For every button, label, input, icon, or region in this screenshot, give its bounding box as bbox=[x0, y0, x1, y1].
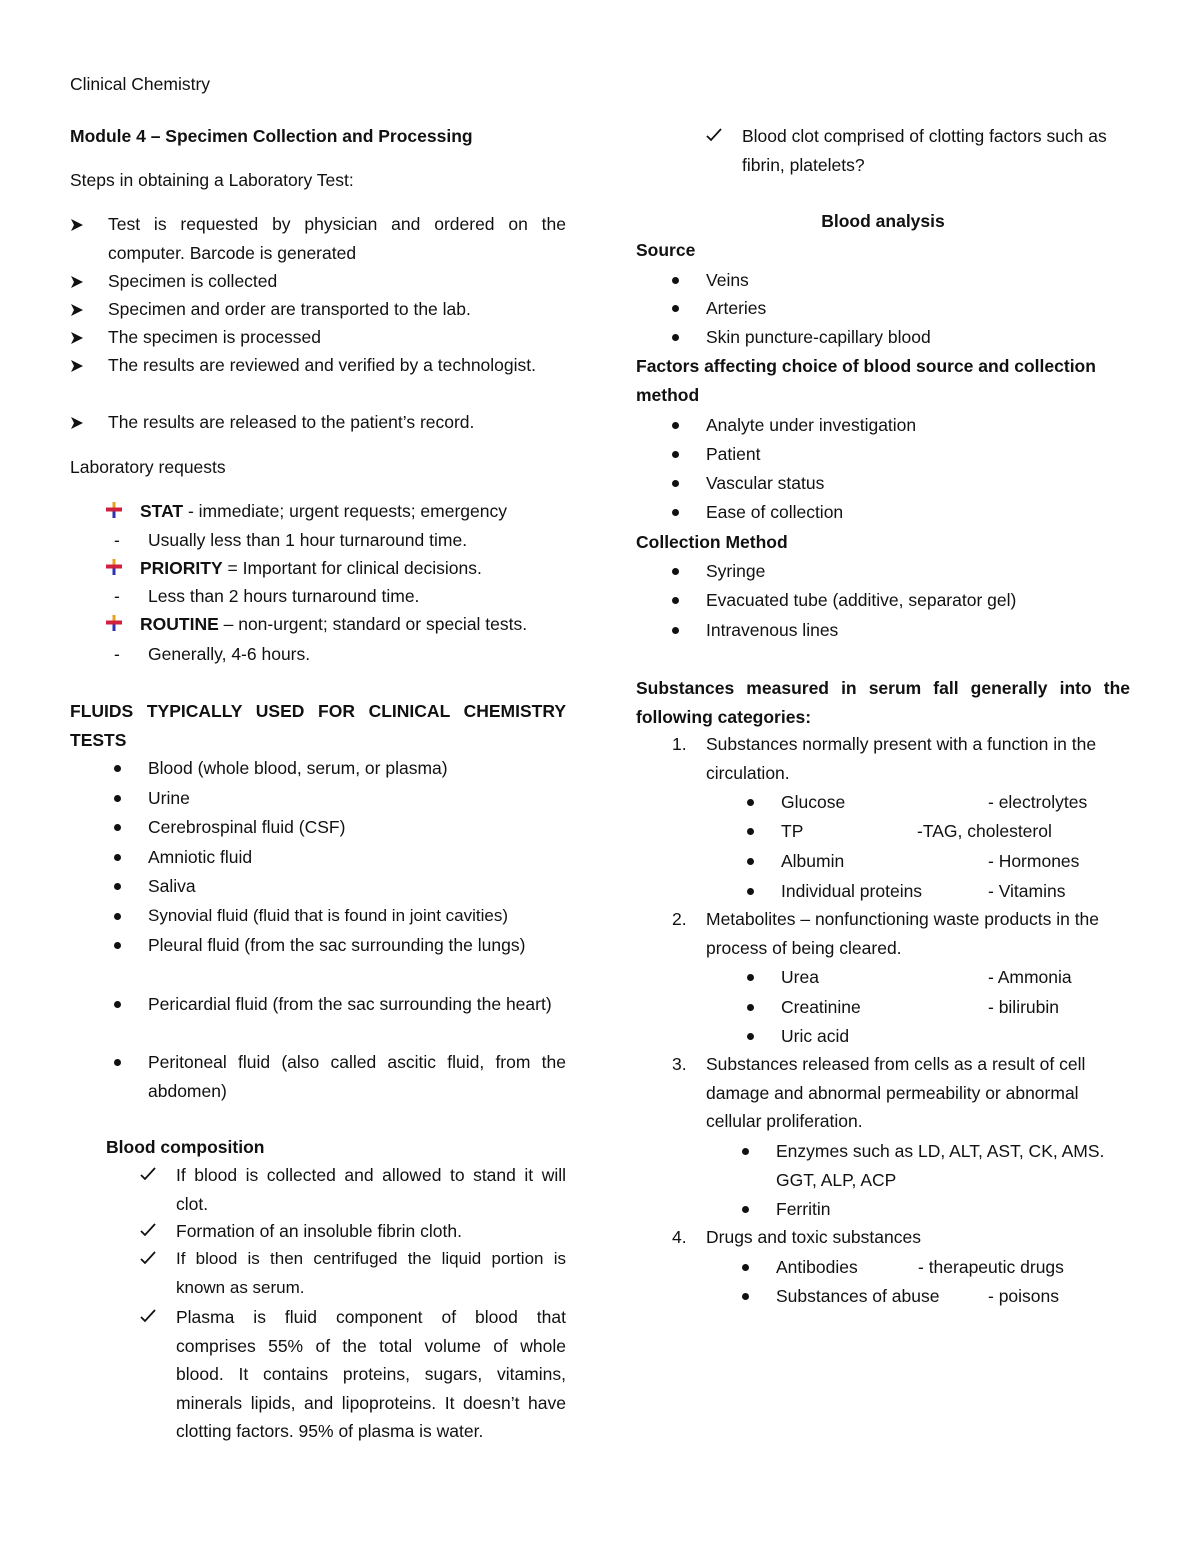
bullet-icon bbox=[747, 974, 754, 981]
bullet-icon bbox=[742, 1206, 749, 1213]
bullet-icon bbox=[747, 828, 754, 835]
checkmark-icon bbox=[140, 1222, 156, 1238]
bullet-icon bbox=[114, 854, 121, 861]
bullet-icon bbox=[672, 277, 679, 284]
request-note: - Generally, 4-6 hours. bbox=[148, 640, 566, 669]
lab-requests-heading: Laboratory requests bbox=[70, 457, 226, 477]
list-item: Evacuated tube (additive, separator gel) bbox=[706, 586, 1130, 615]
list-item: Synovial fluid (fluid that is found in joint cavities) bbox=[148, 902, 566, 931]
list-item: Specimen is collected bbox=[108, 267, 566, 296]
list-item: Amniotic fluid bbox=[148, 843, 566, 872]
bullet-icon bbox=[672, 451, 679, 458]
request-note: - Usually less than 1 hour turnaround time. bbox=[148, 526, 566, 555]
module-title: Module 4 – Specimen Collection and Processing bbox=[70, 126, 473, 146]
four-point-star-icon bbox=[106, 615, 122, 631]
bullet-icon bbox=[747, 1033, 754, 1040]
bullet-icon bbox=[672, 627, 679, 634]
list-item: The specimen is processed bbox=[108, 323, 566, 352]
list-item: Cerebrospinal fluid (CSF) bbox=[148, 813, 566, 842]
arrow-bullet-icon bbox=[70, 275, 84, 289]
bullet-icon bbox=[742, 1264, 749, 1271]
list-item: Test is requested by physician and ordered on the computer. Barcode is generated bbox=[108, 210, 566, 267]
document-page: Clinical Chemistry Module 4 – Specimen Collection and Processing Steps in obtaining a Laboratory Test: Test is requested by physician and ordered on the computer. Barcode is generated Specimen is collected Specimen and order are transported to the lab. The specimen is processed The results are reviewed and verified by a technologist. The results are released to the patient’s record. Laboratory requests STAT - immediate; urgent requests; emergency - Usually less than 1 hour turnaround time. PRIORITY = Important for clinical decisions. - Less than 2 hours turnaround time. ROUTINE – non-urgent; standard or special tests. - Generally, 4-6 hours. FLUIDS TYPICALLY USED FOR CLINICAL CHEMISTRY TESTS Blood (whole blood, serum, or plasma) Urine Cerebrospinal fluid (CSF) Amniotic fluid Saliva Synovial fluid (fluid that is found in joint cavities) Pleural fluid (from the sac surrounding the lungs) Pericardial fluid (from the sac surrounding the heart) Peritoneal fluid (also called ascitic fluid, from the abdomen) Blood composition If blood is collected and allowed to stand it will clot. Formation of an insoluble fibrin cloth. If blood is then centrifuged the liquid portion is known as serum. Plasma is fluid component of blood that comprises 55% of the total volume of whole blood. It contains proteins, sugars, vitamins, minerals lipids, and lipoproteins. It doesn’t have clotting factors. 95% of plasma is water. Blood clot comprised of clotting factors such as fibrin, platelets? Blood analysis Source Veins Arteries Skin puncture-capillary blood Factors affecting choice of blood source and collection method Analyte under investigation Patient Vascular status Ease of collection Collection Method Syringe Evacuated tube (additive, separator gel) Intravenous lines Substances measured in serum fall generally into the following categories: 1. Substances normally present with a function in the circulation. Glucose - electrolytes TP -TAG, cholesterol Albumin - Hormones Individual proteins - Vitamins 2. Metabolites – nonfunctioning waste products in the process of being cleared. Urea - Ammonia Creatinine - bilirubin Uric acid 3. Substances released from cells as a result of cell damage and abnormal permeability or abnormal cellular proliferation. Enzymes such as LD, ALT, AST, CK, AMS. GGT, ALP, ACP Ferritin 4. Drugs and toxic substances Antibodies - therapeutic drugs Substances of abuse - poisons bbox=[0, 0, 1200, 1553]
list-item: Plasma is fluid component of blood that comprises 55% of the total volume of whole blood. It contains proteins, sugars, vitamins, minerals lipids, and lipoproteins. It doesn’t have clotting factors. 95% of plasma is water. bbox=[176, 1303, 566, 1446]
four-point-star-icon bbox=[106, 559, 122, 575]
bullet-icon bbox=[672, 568, 679, 575]
list-item: Intravenous lines bbox=[706, 616, 1130, 645]
list-item: Enzymes such as LD, ALT, AST, CK, AMS. GGT, ALP, ACP bbox=[776, 1137, 1130, 1194]
arrow-bullet-icon bbox=[70, 303, 84, 317]
bullet-icon bbox=[114, 883, 121, 890]
arrow-bullet-icon bbox=[70, 218, 84, 232]
bullet-icon bbox=[114, 1001, 121, 1008]
bullet-icon bbox=[114, 1059, 121, 1066]
subject-header: Clinical Chemistry bbox=[70, 74, 211, 94]
bullet-icon bbox=[114, 942, 121, 949]
request-stat: STAT - immediate; urgent requests; emergency bbox=[140, 497, 566, 526]
bullet-icon bbox=[742, 1148, 749, 1155]
list-item: Formation of an insoluble fibrin cloth. bbox=[176, 1217, 566, 1246]
bullet-icon bbox=[672, 597, 679, 604]
list-item: Urine bbox=[148, 784, 566, 813]
bullet-icon bbox=[747, 858, 754, 865]
request-note: - Less than 2 hours turnaround time. bbox=[148, 582, 566, 611]
bullet-icon bbox=[672, 422, 679, 429]
source-heading: Source bbox=[636, 240, 696, 260]
four-point-star-icon bbox=[106, 502, 122, 518]
list-item: Blood clot comprised of clotting factors such as fibrin, platelets? bbox=[742, 122, 1130, 179]
checkmark-icon bbox=[140, 1308, 156, 1324]
bullet-icon bbox=[114, 765, 121, 772]
checkmark-icon bbox=[706, 127, 722, 143]
list-item: The results are released to the patient’s record. bbox=[108, 408, 566, 437]
numbered-item: 2. Metabolites – nonfunctioning waste products in the process of being cleared. bbox=[672, 909, 1100, 958]
fluids-heading: FLUIDS TYPICALLY USED FOR CLINICAL CHEMISTRY TESTS bbox=[70, 701, 566, 750]
list-item: Skin puncture-capillary blood bbox=[706, 323, 1130, 352]
dash-bullet-icon: - bbox=[114, 530, 120, 550]
checkmark-icon bbox=[140, 1166, 156, 1182]
numbered-item: 3. Substances released from cells as a result of cell damage and abnormal permeability or abnormal cellular proliferation. bbox=[672, 1054, 1086, 1132]
collection-method-heading: Collection Method bbox=[636, 532, 788, 552]
list-item: Veins bbox=[706, 266, 1130, 295]
bullet-icon bbox=[747, 1004, 754, 1011]
bullet-icon bbox=[114, 795, 121, 802]
bullet-icon bbox=[747, 888, 754, 895]
list-item: If blood is then centrifuged the liquid portion is known as serum. bbox=[176, 1245, 566, 1302]
numbered-item: 4. Drugs and toxic substances bbox=[672, 1227, 921, 1247]
bullet-icon bbox=[672, 509, 679, 516]
blood-analysis-heading: Blood analysis bbox=[821, 211, 945, 231]
list-item: Saliva bbox=[148, 872, 566, 901]
bullet-icon bbox=[114, 824, 121, 831]
list-item: Specimen and order are transported to the lab. bbox=[108, 295, 566, 324]
numbered-item: 1. Substances normally present with a function in the circulation. bbox=[672, 734, 1097, 783]
steps-heading: Steps in obtaining a Laboratory Test: bbox=[70, 170, 354, 190]
arrow-bullet-icon bbox=[70, 331, 84, 345]
composition-heading: Blood composition bbox=[106, 1137, 265, 1157]
arrow-bullet-icon bbox=[70, 359, 84, 373]
list-item: Pericardial fluid (from the sac surrounding the heart) bbox=[148, 990, 566, 1019]
list-item: Syringe bbox=[706, 557, 1130, 586]
list-item: Arteries bbox=[706, 294, 1130, 323]
bullet-icon bbox=[672, 480, 679, 487]
list-item: Pleural fluid (from the sac surrounding the lungs) bbox=[148, 931, 566, 960]
substances-heading: Substances measured in serum fall generally into the following categories: bbox=[636, 678, 1130, 727]
bullet-icon bbox=[672, 334, 679, 341]
bullet-icon bbox=[747, 799, 754, 806]
list-item: Ease of collection bbox=[706, 498, 1130, 527]
list-item: Analyte under investigation bbox=[706, 411, 1130, 440]
list-item: Ferritin bbox=[776, 1195, 1130, 1224]
list-item: The results are reviewed and verified by a technologist. bbox=[108, 351, 566, 380]
list-item: Peritoneal fluid (also called ascitic fluid, from the abdomen) bbox=[148, 1048, 566, 1105]
request-priority: PRIORITY = Important for clinical decisions. bbox=[140, 554, 566, 583]
dash-bullet-icon: - bbox=[114, 586, 120, 606]
bullet-icon bbox=[672, 305, 679, 312]
dash-bullet-icon: - bbox=[114, 644, 120, 664]
list-item: If blood is collected and allowed to stand it will clot. bbox=[176, 1161, 566, 1218]
bullet-icon bbox=[742, 1293, 749, 1300]
factors-heading: Factors affecting choice of blood source and collection method bbox=[636, 356, 1096, 405]
list-item: Patient bbox=[706, 440, 1130, 469]
list-item: Vascular status bbox=[706, 469, 1130, 498]
list-item: Blood (whole blood, serum, or plasma) bbox=[148, 754, 566, 783]
arrow-bullet-icon bbox=[70, 416, 84, 430]
request-routine: ROUTINE – non-urgent; standard or special tests. bbox=[140, 610, 566, 639]
checkmark-icon bbox=[140, 1250, 156, 1266]
bullet-icon bbox=[114, 913, 121, 920]
